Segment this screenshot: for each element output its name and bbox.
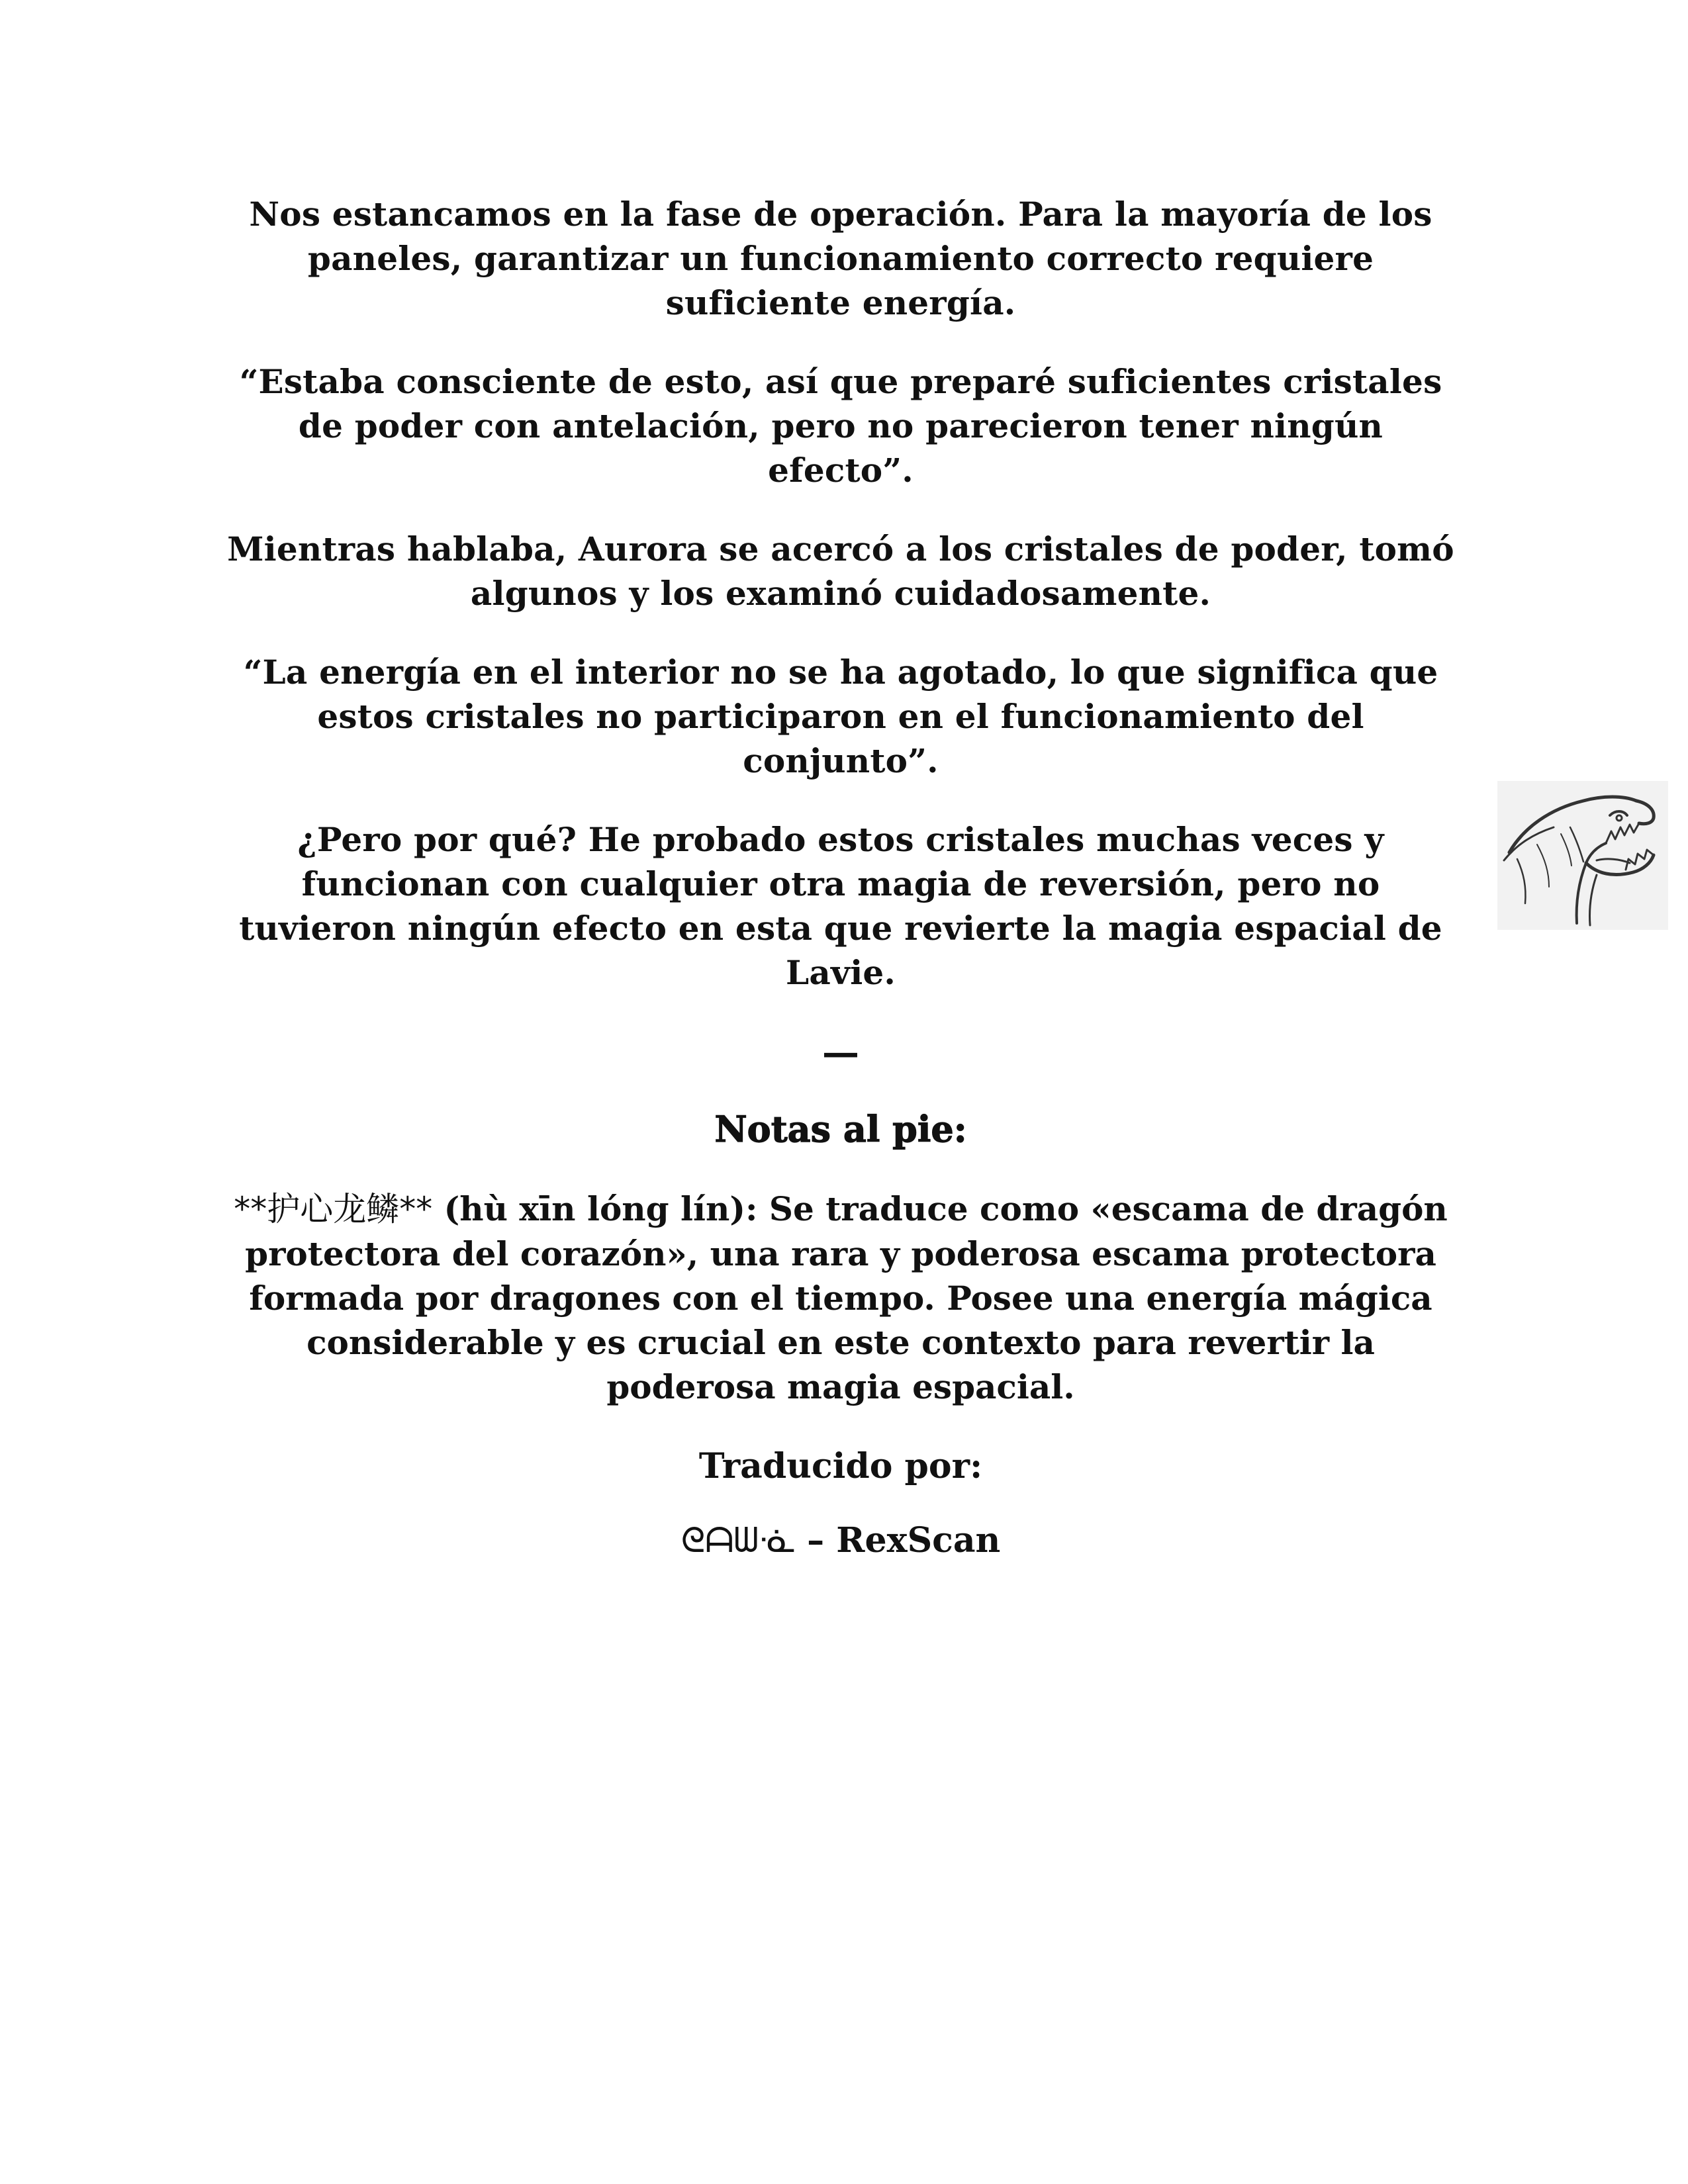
- paragraph-4: “La energía en el interior no se ha agotado, lo que significa que estos cristales no participaron en el funcionamiento del conjunto”.: [243, 653, 1438, 780]
- paragraph-5: ¿Pero por qué? He probado estos cristales muchas veces y funcionan con cualquier otra magia de reversión, pero no tuvieron ningún efecto en esta que revierte la magia espacial de Lavie.: [239, 820, 1442, 992]
- credits-separator: –: [795, 1520, 837, 1561]
- footnote-term: **护心龙鳞**: [234, 1190, 433, 1228]
- credits-label: Traducido por:: [698, 1446, 983, 1486]
- footnote-text: (hù xīn lóng lín): Se traduce como «escama de dragón protectora del corazón», una rara y poderosa escama protectora formada por dragones con el tiempo. Posee una energía mágica considerable y es crucial en este contexto para revertir la poderosa magia espacial.: [245, 1189, 1448, 1406]
- group-name: RexScan: [836, 1520, 1001, 1561]
- paragraph-3: Mientras hablaba, Aurora se acercó a los cristales de poder, tomó algunos y los examinó cuidadosamente.: [227, 529, 1454, 613]
- chapter-page: [225, 192, 1456, 1564]
- paragraph-1: Nos estancamos en la fase de operación. Para la mayoría de los paneles, garantizar un funcionamiento correcto requiere suficiente energía.: [249, 195, 1432, 322]
- credits-line: [225, 1518, 1456, 1564]
- section-separator: —: [822, 1030, 859, 1074]
- paragraph-2: “Estaba consciente de esto, así que preparé suficientes cristales de poder con antelación, pero no parecieron tener ningún efecto”.: [239, 362, 1442, 490]
- dinosaur-head-icon: [1497, 781, 1668, 930]
- footnotes-heading: Notas al pie:: [714, 1108, 967, 1150]
- translator-handle: ᘓᗩᗯᓍ: [680, 1521, 796, 1561]
- footnote-entry: [225, 1187, 1456, 1409]
- dinosaur-head-drawing: [1497, 781, 1668, 930]
